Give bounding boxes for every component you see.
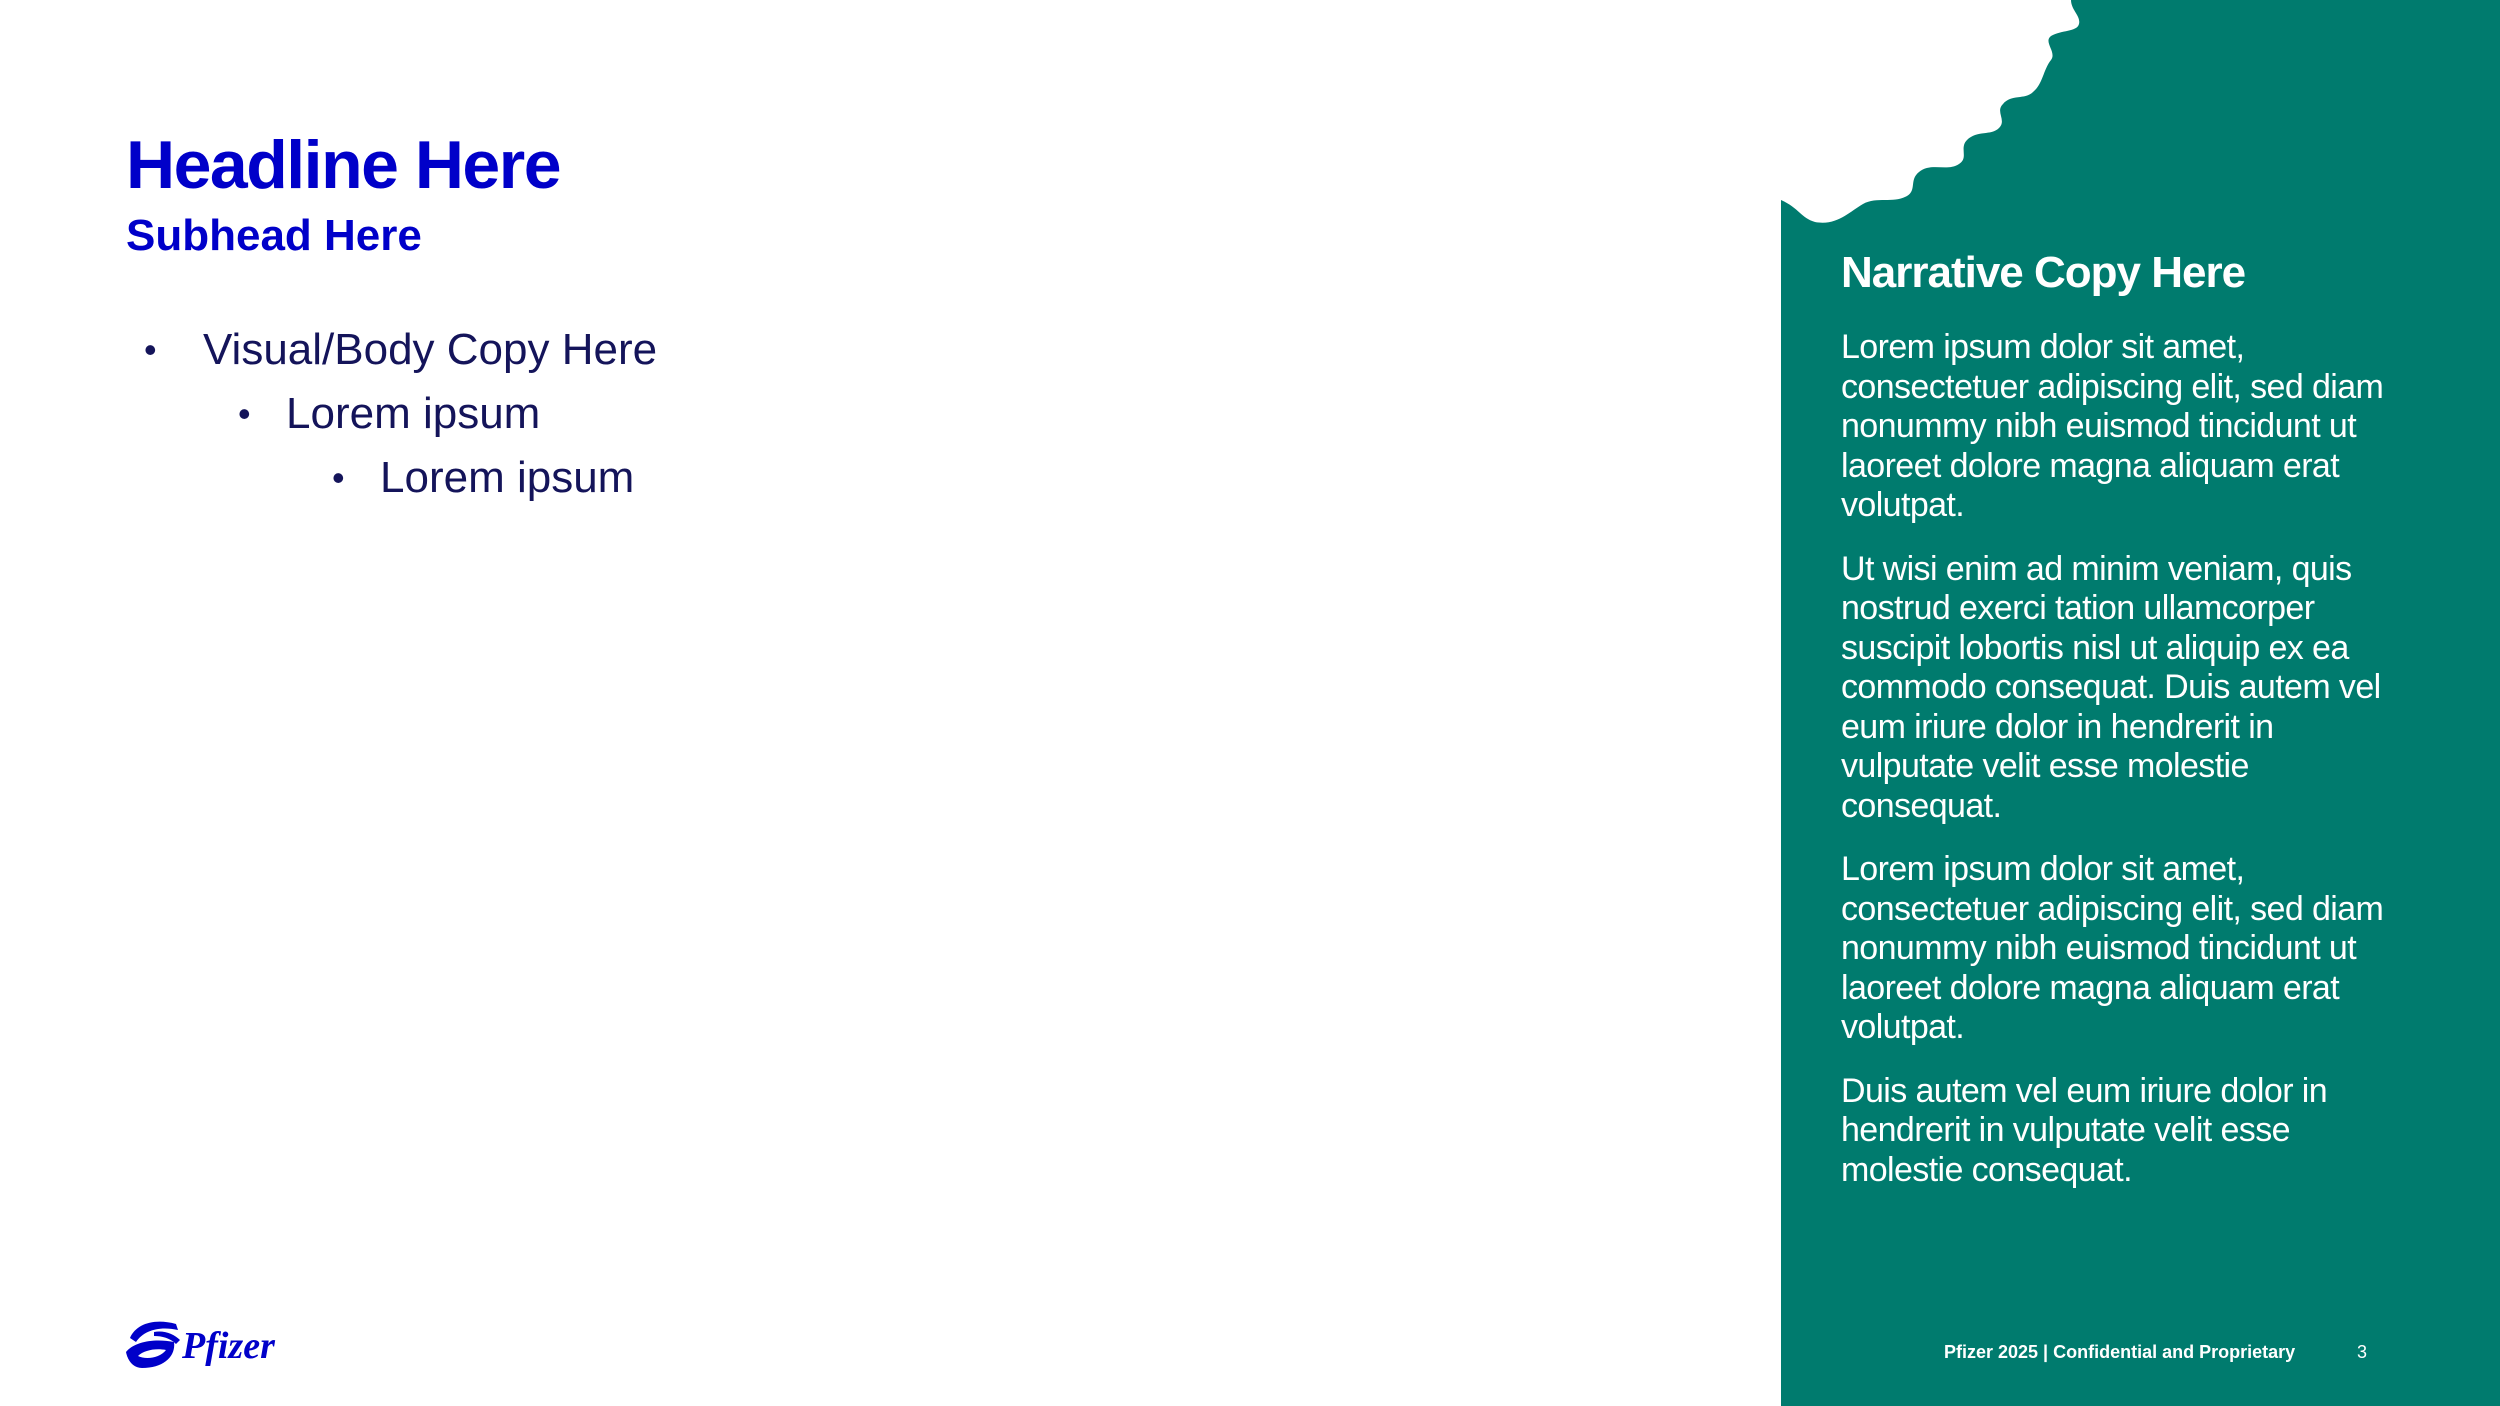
narrative-paragraph: Ut wisi enim ad minim veniam, quis nostrud exerci tation ullamcorper suscipit lobortis nisl ut aliquip ex ea commodo consequat. Duis autem vel eum iriure dolor in hendrerit in vulputate velit esse molestie consequat. — [1841, 549, 2381, 825]
bullet-dot-icon: • — [332, 457, 345, 498]
bullet-item-level-1 — [0, 318, 657, 382]
bullet-item-level-2 — [0, 382, 657, 446]
narrative-panel — [1781, 0, 2500, 1406]
pfizer-logo-icon — [124, 1312, 284, 1376]
bullet-text: Visual/Body Copy Here — [203, 325, 658, 374]
narrative-paragraph: Duis autem vel eum iriure dolor in hendrerit in vulputate velit esse molestie consequat. — [1841, 1071, 2328, 1189]
narrative-body — [1841, 328, 2401, 1214]
narrative-paragraph: Lorem ipsum dolor sit amet, consectetuer adipiscing elit, sed diam nonummy nibh euismod tincidunt ut laoreet dolore magna aliquam erat volutpat. — [1841, 850, 2384, 1046]
bullet-item-level-3 — [0, 446, 657, 510]
logo-wordmark: Pfizer — [182, 1325, 275, 1367]
footer-confidential-text: Pfizer 2025 | Confidential and Proprietary — [1944, 1342, 2296, 1362]
narrative-title: Narrative Copy Here — [1841, 248, 2246, 297]
page-subtitle: Subhead Here — [126, 211, 422, 260]
bullet-text: Lorem ipsum — [286, 389, 541, 438]
narrative-paragraph: Lorem ipsum dolor sit amet, consectetuer adipiscing elit, sed diam nonummy nibh euismod tincidunt ut laoreet dolore magna aliquam erat volutpat. — [1841, 328, 2384, 524]
bullet-list — [0, 318, 657, 510]
bullet-text: Lorem ipsum — [380, 453, 635, 502]
page-number: 3 — [2357, 1342, 2368, 1362]
bullet-dot-icon: • — [144, 329, 157, 370]
page-title: Headline Here — [126, 127, 561, 203]
bullet-dot-icon: • — [238, 393, 251, 434]
